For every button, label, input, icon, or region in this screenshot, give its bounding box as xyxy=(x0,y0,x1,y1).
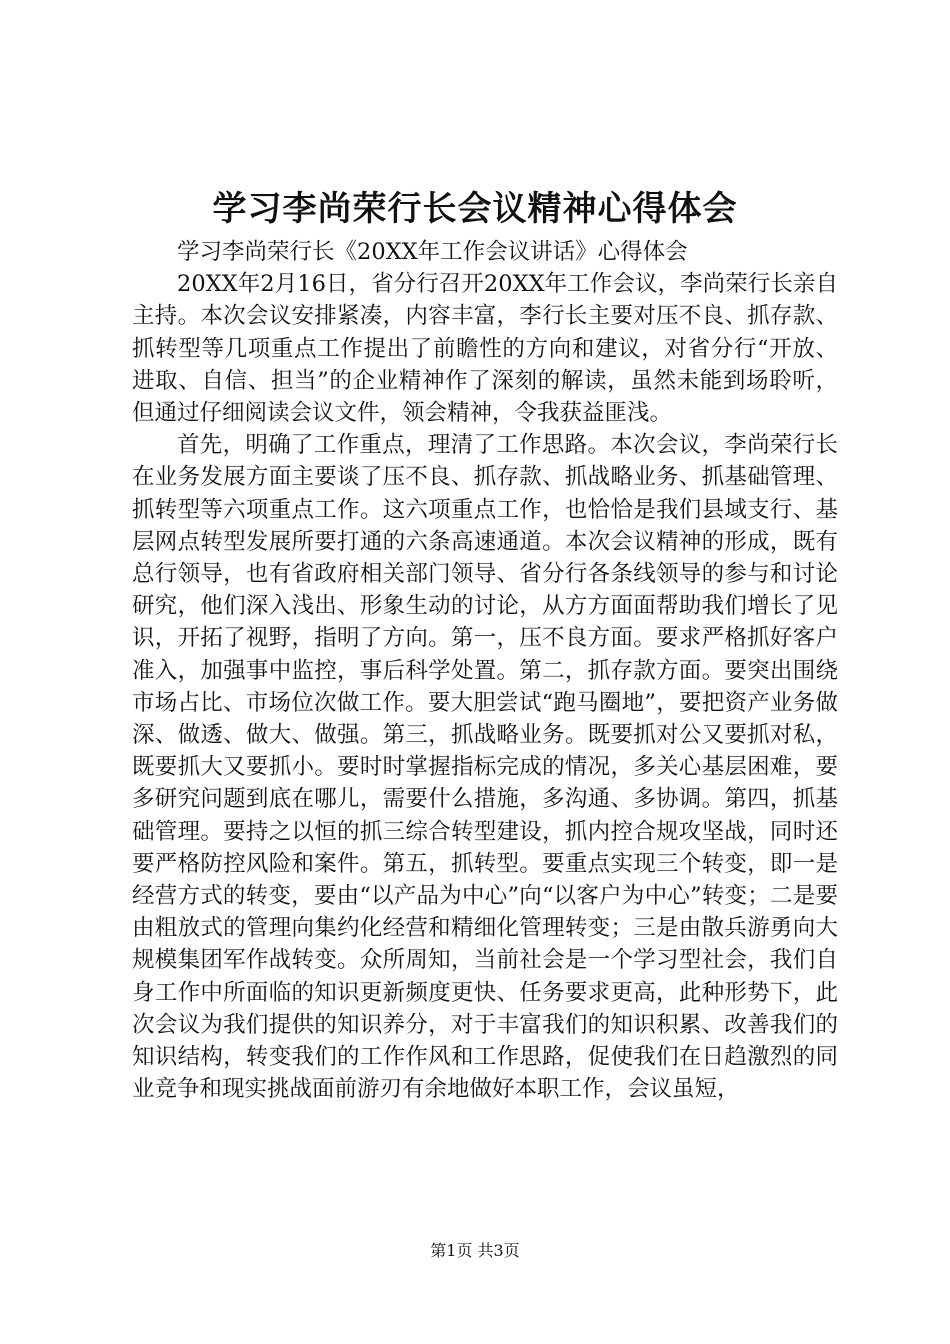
document-title: 学习李尚荣行长会议精神心得体会 xyxy=(212,189,738,229)
document-subtitle: 学习李尚荣行长《20XX年工作会议讲话》心得体会 xyxy=(177,239,688,265)
paragraph-1: 20XX年2月16日，省分行召开20XX年工作会议，李尚荣行长亲自主持。本次会议安排紧凑，内容丰富，李行长主要对压不良、抓存款、抓转型等几项重点工作提出了前瞻性的方向和建议，对省分行“开放、进取、自信、担当”的企业精神作了深刻的解读，虽然未能到场聆听，但通过仔细阅读会议文件，领会精神，令我获益匪浅。 xyxy=(132,271,838,427)
document-body xyxy=(132,236,838,1105)
paragraph-2: 首先，明确了工作重点，理清了工作思路。本次会议，李尚荣行长在业务发展方面主要谈了压不良、抓存款、抓战略业务、抓基础管理、抓转型等六项重点工作。这六项重点工作，也恰恰是我们县域支行、基层网点转型发展所要打通的六条高速通道。本次会议精神的形成，既有总行领导，也有省政府相关部门领导、省分行各条线领导的参与和讨论研究，他们深入浅出、形象生动的讨论，从方方面面帮助我们增长了见识，开拓了视野，指明了方向。第一，压不良方面。要求严格抓好客户准入，加强事中监控，事后科学处置。第二，抓存款方面。要突出围绕市场占比、市场位次做工作。要大胆尝试“跑马圈地”，要把资产业务做深、做透、做大、做强。第三，抓战略业务。既要抓对公又要抓对私，既要抓大又要抓小。要时时掌握指标完成的情况，多关心基层困难，要多研究问题到底在哪儿，需要什么措施，多沟通、多协调。第四，抓基础管理。要持之以恒的抓三综合转型建设，抓内控合规攻坚战，同时还要严格防控风险和案件。第五，抓转型。要重点实现三个转变，即一是经营方式的转变，要由“以产品为中心”向“以客户为中心”转变；二是要由粗放式的管理向集约化经营和精细化管理转变；三是由散兵游勇向大规模集团军作战转变。众所周知，当前社会是一个学习型社会，我们自身工作中所面临的知识更新频度更快、任务要求更高，此种形势下，此次会议为我们提供的知识养分，对于丰富我们的知识积累、改善我们的知识结构，转变我们的工作作风和工作思路，促使我们在日趋激烈的同业竞争和现实挑战面前游刃有余地做好本职工作，会议虽短， xyxy=(132,432,838,1103)
page-footer: 第1页 共3页 xyxy=(430,1241,520,1260)
